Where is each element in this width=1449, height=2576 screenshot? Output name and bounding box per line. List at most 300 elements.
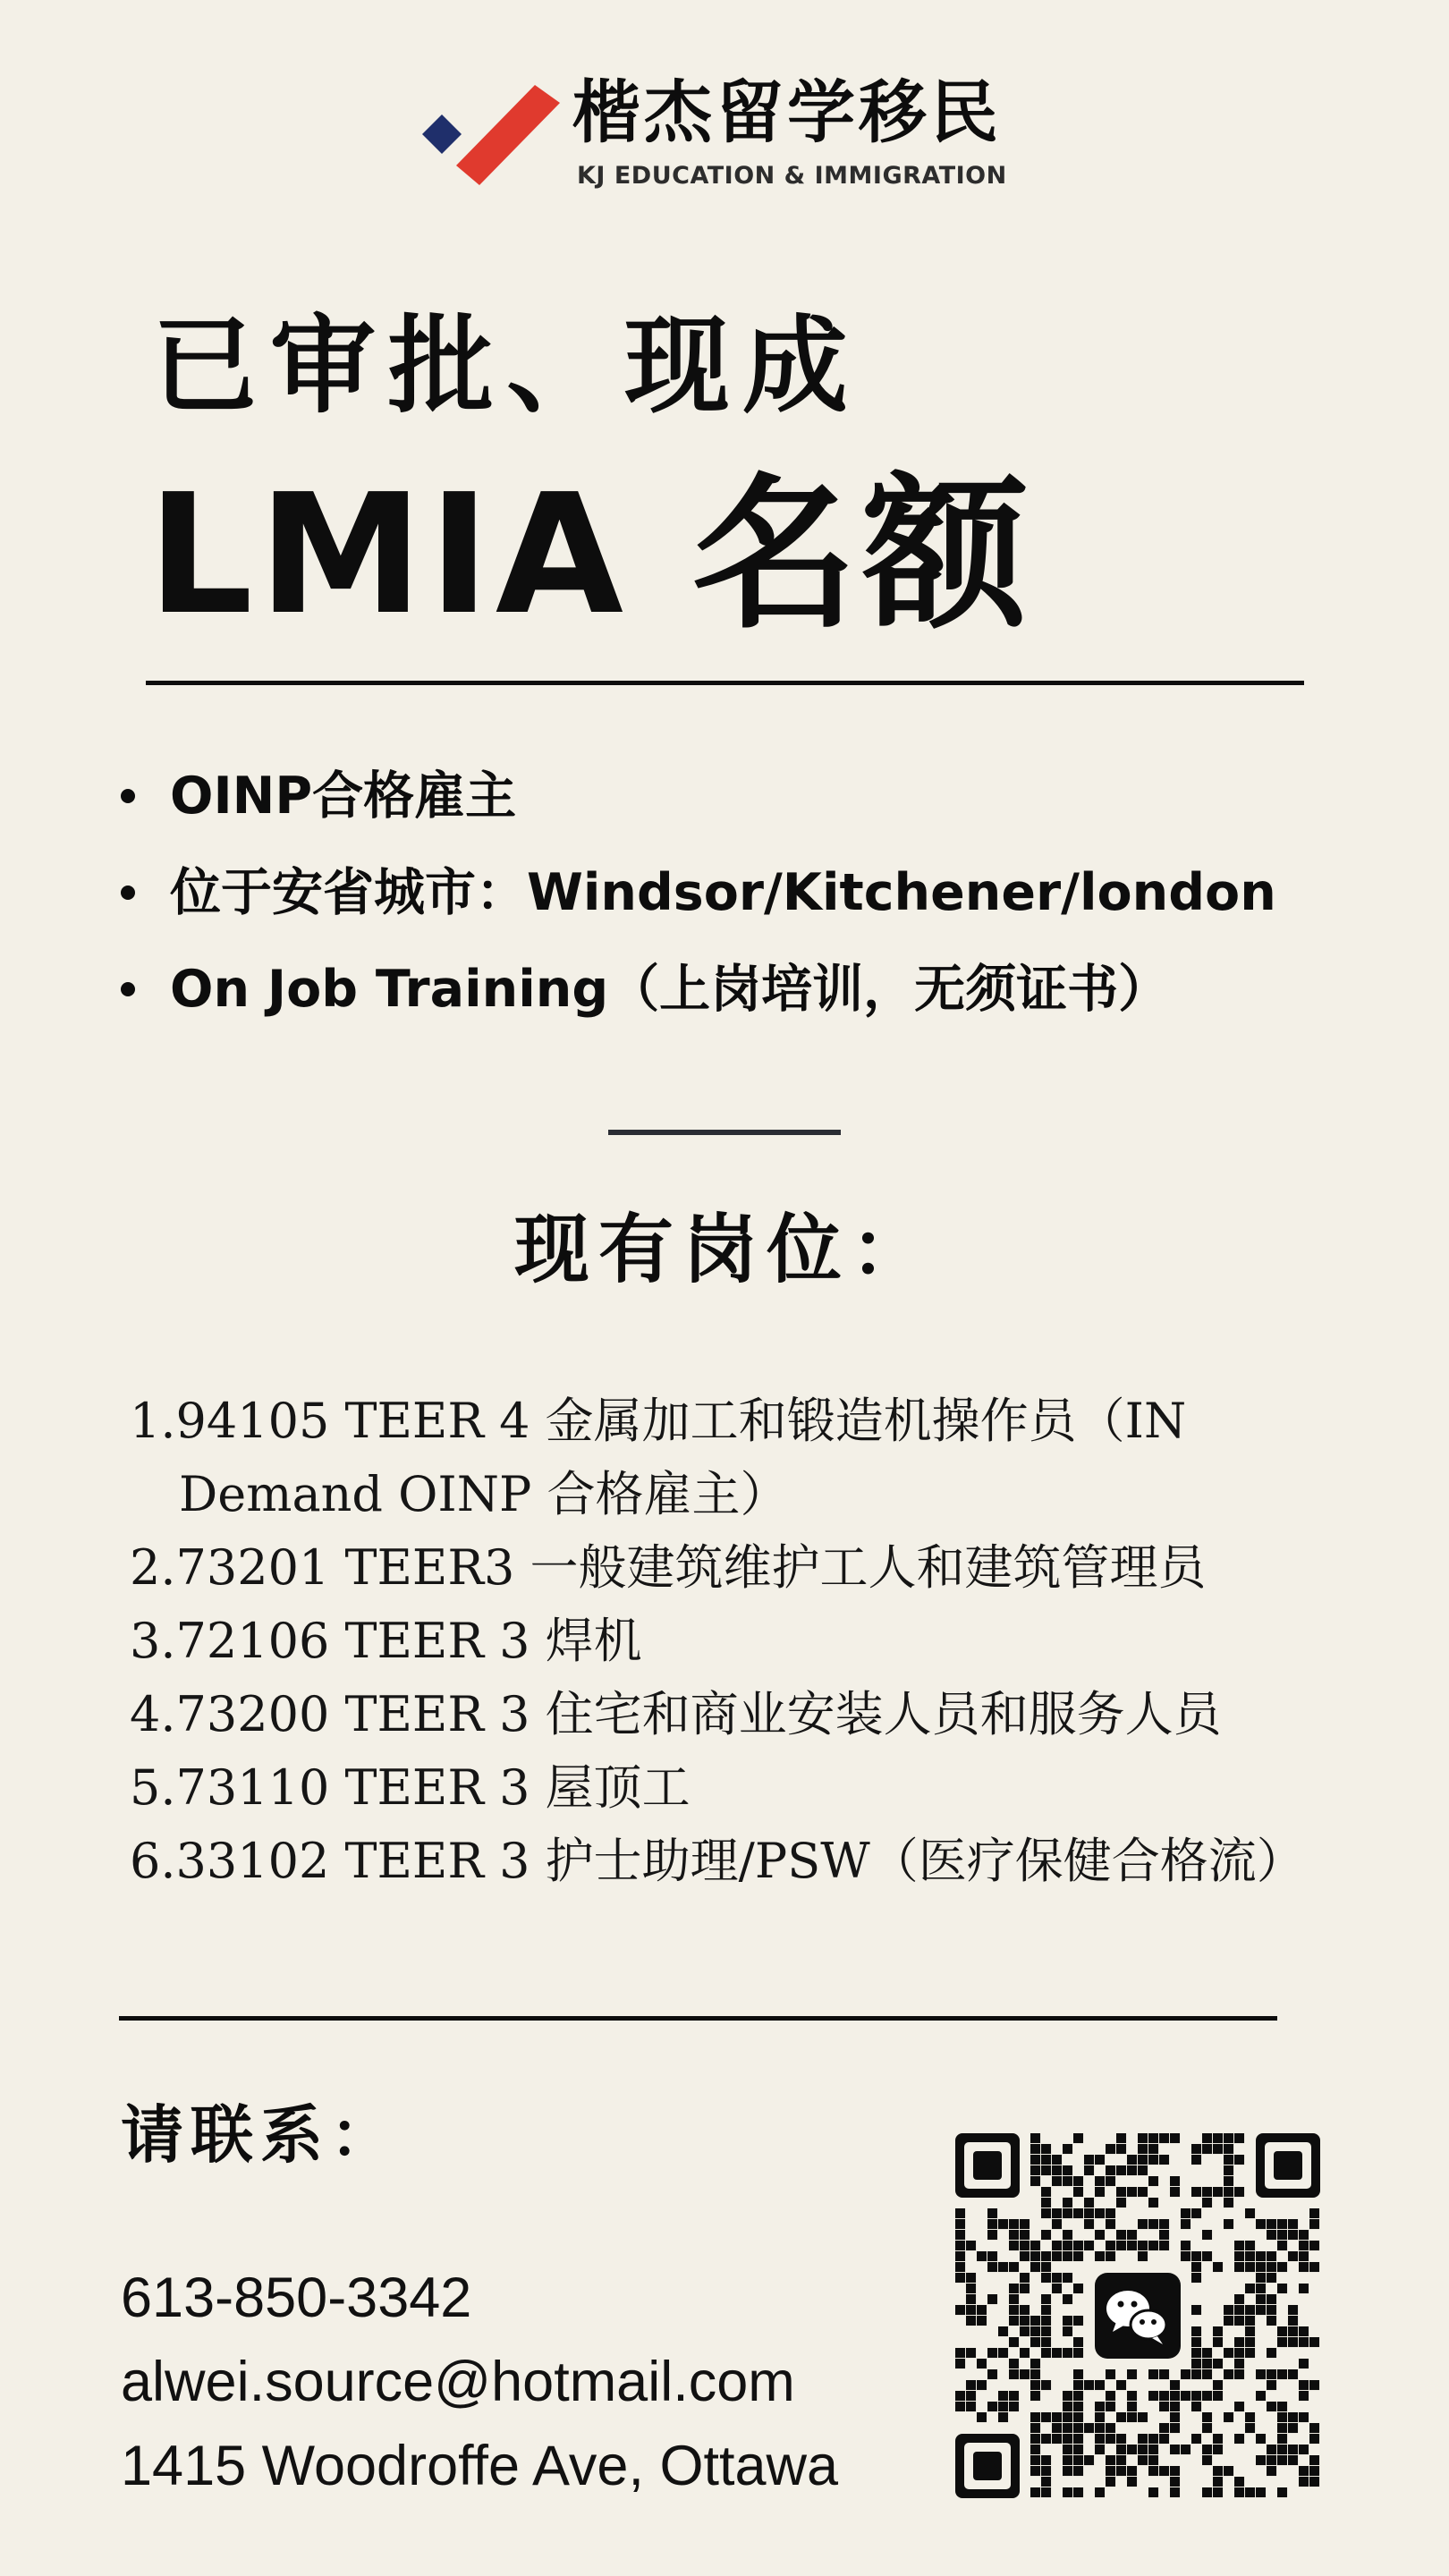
qr-module xyxy=(1256,2273,1266,2283)
qr-module xyxy=(1213,2434,1223,2444)
qr-module xyxy=(1116,2144,1126,2154)
qr-module xyxy=(1063,2326,1072,2336)
qr-module xyxy=(1063,2316,1072,2326)
qr-module xyxy=(1148,2219,1158,2229)
qr-module xyxy=(1148,2198,1158,2207)
qr-module xyxy=(1277,2262,1287,2272)
qr-module xyxy=(1202,2144,1212,2154)
qr-module xyxy=(1148,2155,1158,2165)
qr-module xyxy=(1288,2412,1298,2422)
qr-module xyxy=(1213,2391,1223,2401)
qr-module xyxy=(1073,2251,1083,2261)
qr-module xyxy=(1052,2176,1062,2186)
qr-module xyxy=(1116,2445,1126,2454)
qr-module xyxy=(1073,2133,1083,2143)
qr-module xyxy=(1299,2466,1309,2476)
qr-module xyxy=(1267,2380,1276,2390)
qr-module xyxy=(955,2230,965,2240)
qr-module xyxy=(1127,2402,1137,2411)
qr-module xyxy=(1127,2155,1137,2165)
qr-module xyxy=(998,2348,1008,2358)
qr-module xyxy=(987,2230,997,2240)
qr-module xyxy=(1073,2380,1083,2390)
qr-module xyxy=(1202,2391,1212,2401)
qr-module xyxy=(1009,2241,1019,2250)
qr-module xyxy=(1127,2165,1137,2175)
qr-module xyxy=(1181,2219,1191,2229)
qr-module xyxy=(998,2219,1008,2229)
qr-module xyxy=(1084,2380,1094,2390)
qr-module xyxy=(1138,2165,1148,2175)
qr-module xyxy=(1309,2241,1319,2250)
qr-module xyxy=(955,2208,965,2218)
qr-module xyxy=(1202,2133,1212,2143)
qr-module xyxy=(1127,2412,1137,2422)
qr-module xyxy=(977,2251,987,2261)
qr-module xyxy=(1245,2208,1255,2218)
qr-module xyxy=(955,2262,965,2272)
qr-module xyxy=(966,2284,976,2293)
qr-module xyxy=(1041,2487,1051,2497)
qr-module xyxy=(1073,2423,1083,2433)
qr-module xyxy=(1009,2219,1019,2229)
qr-module xyxy=(1299,2477,1309,2487)
qr-module xyxy=(1073,2187,1083,2197)
qr-module xyxy=(1148,2445,1158,2454)
qr-module xyxy=(1234,2487,1244,2497)
qr-module xyxy=(1245,2326,1255,2336)
qr-module xyxy=(1030,2455,1040,2465)
qr-module xyxy=(1245,2316,1255,2326)
qr-module xyxy=(1234,2155,1244,2165)
qr-module xyxy=(1052,2423,1062,2433)
qr-module xyxy=(1299,2412,1309,2422)
qr-module xyxy=(1106,2402,1115,2411)
qr-module xyxy=(1063,2208,1072,2218)
qr-module xyxy=(1181,2251,1191,2261)
qr-module xyxy=(1148,2466,1158,2476)
qr-module xyxy=(1202,2423,1212,2433)
qr-module xyxy=(1063,2423,1072,2433)
qr-module xyxy=(1106,2176,1115,2186)
qr-module xyxy=(966,2391,976,2401)
qr-module xyxy=(1277,2412,1287,2422)
position-item: 4.73200 TEER 3 住宅和商业安装人员和服务人员 xyxy=(130,1686,1222,1742)
qr-module xyxy=(1041,2230,1051,2240)
qr-module xyxy=(1127,2445,1137,2454)
qr-module xyxy=(1127,2187,1137,2197)
qr-module xyxy=(1073,2412,1083,2422)
contact-email[interactable]: alwei.source@hotmail.com xyxy=(121,2351,795,2413)
qr-module xyxy=(1084,2208,1094,2218)
qr-module xyxy=(1020,2273,1030,2283)
qr-module xyxy=(1181,2445,1191,2454)
qr-module xyxy=(1041,2412,1051,2422)
qr-module xyxy=(1159,2402,1169,2411)
qr-module xyxy=(1030,2155,1040,2165)
qr-module xyxy=(1277,2230,1287,2240)
qr-module xyxy=(1159,2434,1169,2444)
qr-module xyxy=(1277,2337,1287,2347)
qr-module xyxy=(1148,2391,1158,2401)
divider-short xyxy=(608,1130,841,1135)
qr-module xyxy=(1084,2455,1094,2465)
brand-name-cn: 楷杰留学移民 xyxy=(572,72,1002,152)
qr-module xyxy=(1041,2144,1051,2154)
qr-module xyxy=(1224,2316,1233,2326)
qr-module xyxy=(1095,2187,1105,2197)
qr-module xyxy=(1138,2445,1148,2454)
qr-module xyxy=(1202,2445,1212,2454)
qr-module xyxy=(1106,2241,1115,2250)
qr-module xyxy=(1213,2337,1223,2347)
qr-module xyxy=(1138,2187,1148,2197)
position-item: 3.72106 TEER 3 焊机 xyxy=(130,1613,642,1669)
qr-module xyxy=(1234,2294,1244,2304)
qr-module xyxy=(1224,2198,1233,2207)
qr-module xyxy=(1288,2337,1298,2347)
qr-module xyxy=(1041,2316,1051,2326)
qr-module xyxy=(1267,2466,1276,2476)
qr-module xyxy=(1148,2487,1158,2497)
qr-module xyxy=(1106,2369,1115,2379)
qr-module xyxy=(966,2241,976,2250)
qr-module xyxy=(1009,2294,1019,2304)
qr-module xyxy=(1020,2241,1030,2250)
qr-module xyxy=(1202,2359,1212,2368)
qr-module xyxy=(1148,2176,1158,2186)
qr-module xyxy=(1116,2230,1126,2240)
qr-module xyxy=(1309,2337,1319,2347)
qr-module xyxy=(1073,2455,1083,2465)
highlight-item: On Job Training（上岗培训，无须证书） xyxy=(121,958,1276,1055)
qr-module xyxy=(1159,2423,1169,2433)
qr-module xyxy=(987,2219,997,2229)
qr-module xyxy=(1084,2165,1094,2175)
qr-module xyxy=(977,2412,987,2422)
qr-module xyxy=(1041,2273,1051,2283)
qr-module xyxy=(1138,2219,1148,2229)
qr-module xyxy=(1256,2487,1266,2497)
qr-module xyxy=(1213,2326,1223,2336)
qr-module xyxy=(1041,2155,1051,2165)
wechat-qr-code[interactable] xyxy=(955,2133,1320,2498)
qr-module xyxy=(1299,2380,1309,2390)
qr-module xyxy=(1288,2326,1298,2336)
qr-module xyxy=(1041,2165,1051,2175)
qr-module xyxy=(1052,2155,1062,2165)
qr-module xyxy=(1106,2144,1115,2154)
qr-module xyxy=(1170,2187,1180,2197)
qr-module xyxy=(998,2326,1008,2336)
qr-module xyxy=(1299,2445,1309,2454)
qr-module xyxy=(1267,2262,1276,2272)
qr-module xyxy=(1052,2273,1062,2283)
qr-module xyxy=(1191,2155,1201,2165)
qr-module xyxy=(987,2251,997,2261)
qr-module xyxy=(1191,2369,1201,2379)
qr-module xyxy=(1202,2230,1212,2240)
qr-module xyxy=(1288,2445,1298,2454)
qr-module xyxy=(1267,2402,1276,2411)
qr-module xyxy=(1138,2155,1148,2165)
qr-module xyxy=(1309,2434,1319,2444)
qr-module xyxy=(1170,2412,1180,2422)
qr-module xyxy=(1106,2219,1115,2229)
position-item: 2.73201 TEER3 一般建筑维护工人和建筑管理员 xyxy=(130,1539,1207,1596)
qr-module xyxy=(1138,2455,1148,2465)
qr-module xyxy=(1041,2251,1051,2261)
qr-module xyxy=(1030,2391,1040,2401)
highlight-item: 位于安省城市：Windsor/Kitchener/london xyxy=(121,861,1276,958)
qr-module xyxy=(966,2380,976,2390)
qr-module xyxy=(1020,2305,1030,2315)
qr-module xyxy=(1063,2434,1072,2444)
qr-module xyxy=(1095,2176,1105,2186)
qr-module xyxy=(1234,2434,1244,2444)
qr-module xyxy=(1148,2369,1158,2379)
qr-module xyxy=(1116,2412,1126,2422)
qr-module xyxy=(1309,2455,1319,2465)
qr-module xyxy=(1127,2477,1137,2487)
qr-module xyxy=(977,2359,987,2368)
qr-module xyxy=(1041,2187,1051,2197)
qr-module xyxy=(1020,2284,1030,2293)
qr-module xyxy=(1073,2316,1083,2326)
qr-module xyxy=(1106,2391,1115,2401)
qr-module xyxy=(1299,2251,1309,2261)
qr-module xyxy=(1224,2133,1233,2143)
qr-module xyxy=(1202,2348,1212,2358)
qr-module xyxy=(1224,2219,1233,2229)
qr-module xyxy=(1213,2445,1223,2454)
qr-module xyxy=(1063,2412,1072,2422)
qr-module xyxy=(1030,2445,1040,2454)
qr-module xyxy=(955,2273,965,2283)
qr-module xyxy=(1041,2466,1051,2476)
qr-module xyxy=(977,2316,987,2326)
qr-module xyxy=(1224,2369,1233,2379)
qr-module xyxy=(1009,2305,1019,2315)
qr-module xyxy=(1159,2133,1169,2143)
qr-module xyxy=(1299,2359,1309,2368)
qr-module xyxy=(1041,2455,1051,2465)
qr-module xyxy=(1063,2402,1072,2411)
qr-module xyxy=(1063,2176,1072,2186)
qr-module xyxy=(1224,2412,1233,2422)
qr-module xyxy=(1148,2133,1158,2143)
qr-module xyxy=(1159,2241,1169,2250)
qr-module xyxy=(1073,2284,1083,2293)
qr-module xyxy=(1267,2455,1276,2465)
qr-module xyxy=(1213,2187,1223,2197)
qr-module xyxy=(1073,2487,1083,2497)
qr-module xyxy=(1084,2423,1094,2433)
qr-module xyxy=(1309,2380,1319,2390)
qr-module xyxy=(1041,2380,1051,2390)
qr-module xyxy=(1245,2251,1255,2261)
qr-module xyxy=(1277,2241,1287,2250)
qr-module xyxy=(1095,2434,1105,2444)
qr-module xyxy=(1084,2219,1094,2229)
qr-module xyxy=(1267,2273,1276,2283)
divider-top xyxy=(146,681,1304,685)
qr-module xyxy=(1191,2359,1201,2368)
qr-module xyxy=(1213,2487,1223,2497)
qr-module xyxy=(1063,2230,1072,2240)
qr-module xyxy=(1009,2262,1019,2272)
qr-module xyxy=(1213,2133,1223,2143)
qr-module xyxy=(1138,2251,1148,2261)
qr-module xyxy=(1256,2284,1266,2293)
qr-module xyxy=(1191,2273,1201,2283)
qr-module xyxy=(1288,2316,1298,2326)
qr-module xyxy=(955,2305,965,2315)
qr-module xyxy=(1181,2369,1191,2379)
qr-module xyxy=(1234,2359,1244,2368)
qr-module xyxy=(1170,2477,1180,2487)
qr-module xyxy=(955,2241,965,2250)
qr-module xyxy=(1191,2305,1201,2315)
qr-module xyxy=(1084,2198,1094,2207)
qr-module xyxy=(1299,2230,1309,2240)
qr-module xyxy=(1170,2380,1180,2390)
qr-module xyxy=(1202,2187,1212,2197)
qr-module xyxy=(1030,2165,1040,2175)
qr-module xyxy=(1073,2241,1083,2250)
qr-module xyxy=(1202,2369,1212,2379)
qr-module xyxy=(1213,2144,1223,2154)
qr-module xyxy=(1309,2262,1319,2272)
positions-title: 现有岗位： xyxy=(513,1206,935,1293)
qr-module xyxy=(1191,2144,1201,2154)
qr-module xyxy=(955,2359,965,2368)
qr-module xyxy=(1170,2391,1180,2401)
qr-module xyxy=(1116,2165,1126,2175)
qr-module xyxy=(1245,2262,1255,2272)
qr-module xyxy=(1191,2337,1201,2347)
qr-module xyxy=(1041,2198,1051,2207)
qr-module xyxy=(1256,2294,1266,2304)
qr-module xyxy=(1288,2219,1298,2229)
qr-module xyxy=(1277,2284,1287,2293)
qr-module xyxy=(1020,2369,1030,2379)
position-item: 5.73110 TEER 3 屋顶工 xyxy=(130,1759,691,1816)
qr-module xyxy=(1063,2348,1072,2358)
qr-module xyxy=(1234,2477,1244,2487)
qr-module xyxy=(1084,2155,1094,2165)
qr-module xyxy=(1299,2262,1309,2272)
qr-module xyxy=(1095,2230,1105,2240)
qr-module xyxy=(1095,2487,1105,2497)
position-item: 1.94105 TEER 4 金属加工和锻造机操作员（IN Demand OINP 合格雇主） xyxy=(130,1393,1187,1522)
qr-module xyxy=(987,2208,997,2218)
bullet-icon xyxy=(121,982,135,996)
qr-module xyxy=(1245,2241,1255,2250)
qr-module xyxy=(1073,2402,1083,2411)
qr-module xyxy=(1030,2412,1040,2422)
qr-module xyxy=(1277,2423,1287,2433)
qr-module xyxy=(1224,2144,1233,2154)
qr-module xyxy=(1234,2187,1244,2197)
qr-module xyxy=(1288,2455,1298,2465)
qr-module xyxy=(1138,2412,1148,2422)
qr-module xyxy=(1245,2423,1255,2433)
qr-module xyxy=(1030,2434,1040,2444)
qr-module xyxy=(1245,2337,1255,2347)
qr-module xyxy=(1202,2487,1212,2497)
qr-module xyxy=(1299,2337,1309,2347)
qr-module xyxy=(1191,2326,1201,2336)
qr-module xyxy=(1277,2219,1287,2229)
qr-module xyxy=(1245,2305,1255,2315)
qr-module xyxy=(1138,2241,1148,2250)
qr-module xyxy=(1095,2445,1105,2454)
qr-module xyxy=(1267,2348,1276,2358)
qr-module xyxy=(1063,2241,1072,2250)
qr-module xyxy=(1309,2219,1319,2229)
qr-module xyxy=(1224,2187,1233,2197)
qr-module xyxy=(1191,2262,1201,2272)
qr-module xyxy=(1234,2241,1244,2250)
contact-phone[interactable]: 613-850-3342 xyxy=(121,2267,472,2329)
qr-module xyxy=(1052,2284,1062,2293)
bullet-icon xyxy=(121,886,135,900)
qr-module xyxy=(1030,2326,1040,2336)
qr-module xyxy=(1170,2466,1180,2476)
qr-module xyxy=(1234,2402,1244,2411)
qr-module xyxy=(1138,2434,1148,2444)
qr-module xyxy=(1116,2198,1126,2207)
qr-module xyxy=(1030,2337,1040,2347)
qr-module xyxy=(1245,2284,1255,2293)
qr-module xyxy=(1277,2455,1287,2465)
headline-lmia-quota: LMIA 名额 xyxy=(148,458,1034,651)
qr-module xyxy=(955,2219,965,2229)
qr-module xyxy=(1234,2369,1244,2379)
qr-module xyxy=(1159,2219,1169,2229)
qr-module xyxy=(1159,2391,1169,2401)
qr-module xyxy=(1073,2176,1083,2186)
qr-module xyxy=(1234,2348,1244,2358)
qr-module xyxy=(1170,2402,1180,2411)
qr-module xyxy=(1041,2337,1051,2347)
bullet-icon xyxy=(121,789,135,803)
qr-module xyxy=(1224,2348,1233,2358)
qr-module xyxy=(1309,2423,1319,2433)
qr-module xyxy=(1020,2251,1030,2261)
qr-module xyxy=(1052,2251,1062,2261)
qr-module xyxy=(1267,2305,1276,2315)
qr-module xyxy=(1009,2230,1019,2240)
qr-module xyxy=(1063,2391,1072,2401)
qr-module xyxy=(1116,2187,1126,2197)
qr-module xyxy=(1030,2359,1040,2368)
qr-module xyxy=(1267,2230,1276,2240)
qr-module xyxy=(1234,2337,1244,2347)
qr-module xyxy=(1020,2348,1030,2358)
qr-module xyxy=(987,2348,997,2358)
qr-module xyxy=(1234,2251,1244,2261)
qr-module xyxy=(1213,2477,1223,2487)
qr-module xyxy=(1309,2466,1319,2476)
qr-module xyxy=(1277,2369,1287,2379)
qr-module xyxy=(1127,2230,1137,2240)
qr-module xyxy=(1073,2208,1083,2218)
qr-module xyxy=(1267,2369,1276,2379)
qr-module xyxy=(1073,2369,1083,2379)
contact-title: 请联系： xyxy=(121,2098,400,2172)
